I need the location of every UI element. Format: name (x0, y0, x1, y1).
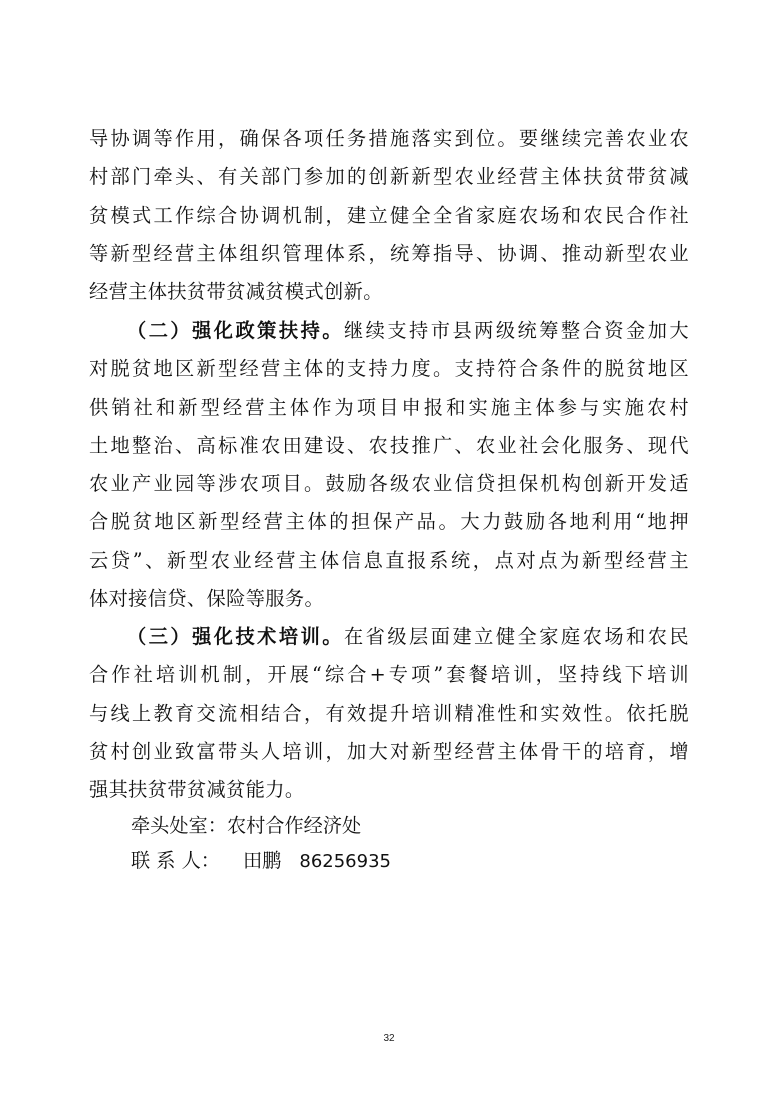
paragraph-line: 合作社培训机制，开展“综合+专项”套餐培训，坚持线下培训 (89, 663, 689, 687)
paragraph-2 (89, 312, 689, 618)
paragraph-line: 贫村创业致富带头人培训，加大对新型经营主体骨干的培育，增 (89, 739, 689, 763)
paragraph-line: 经营主体扶贫带贫减贫模式创新。 (89, 280, 383, 304)
page-number: 32 (383, 1033, 395, 1044)
paragraph-line: 与线上教育交流相结合，有效提升培训精准性和实效性。依托脱 (89, 701, 689, 725)
contact (131, 843, 391, 879)
paragraph-text: 继续支持市县两级统筹整合资金加大 (343, 319, 689, 342)
paragraph-line: 体对接信贷、保险等服务。 (89, 587, 325, 611)
paragraph-line: 等新型经营主体组织管理体系，统筹指导、协调、推动新型农业 (89, 241, 689, 265)
paragraph-line: 供销社和新型经营主体作为项目申报和实施主体参与实施农村 (89, 395, 689, 419)
paragraph-line: 农业产业园等涉农项目。鼓励各级农业信贷担保机构创新开发适 (89, 472, 689, 496)
paragraph-line: 贫模式工作综合协调机制，建立健全全省家庭农场和农民合作社 (89, 203, 689, 227)
lead-office (131, 808, 361, 844)
contact-name: 田鹏 (243, 849, 282, 872)
paragraph-line: 云贷”、新型农业经营主体信息直报系统，点对点为新型经营主 (89, 548, 689, 572)
contact-label: 联 系 人： (131, 849, 220, 872)
lead-office-label: 牵头处室： (131, 814, 227, 837)
paragraph-first-line (89, 618, 689, 656)
section-heading: （二）强化政策扶持。 (127, 319, 344, 342)
paragraph-1 (89, 120, 689, 311)
paragraph-3 (89, 618, 689, 809)
paragraph-line: 村部门牵头、有关部门参加的创新新型农业经营主体扶贫带贫减 (89, 165, 689, 189)
section-heading: （三）强化技术培训。 (127, 625, 344, 648)
paragraph-first-line (89, 312, 689, 350)
paragraph-line: 对脱贫地区新型经营主体的支持力度。支持符合条件的脱贫地区 (89, 357, 689, 381)
paragraph-text: 在省级层面建立健全家庭农场和农民 (343, 625, 689, 648)
paragraph-line: 强其扶贫带贫减贫能力。 (89, 778, 305, 802)
contact-phone: 86256935 (299, 851, 391, 872)
lead-office-value: 农村合作经济处 (226, 814, 362, 837)
paragraph-line: 合脱贫地区新型经营主体的担保产品。大力鼓励各地利用“地押 (89, 510, 689, 534)
paragraph-line: 导协调等作用，确保各项任务措施落实到位。要继续完善农业农 (89, 127, 689, 150)
paragraph-line: 土地整治、高标准农田建设、农技推广、农业社会化服务、现代 (89, 433, 689, 457)
